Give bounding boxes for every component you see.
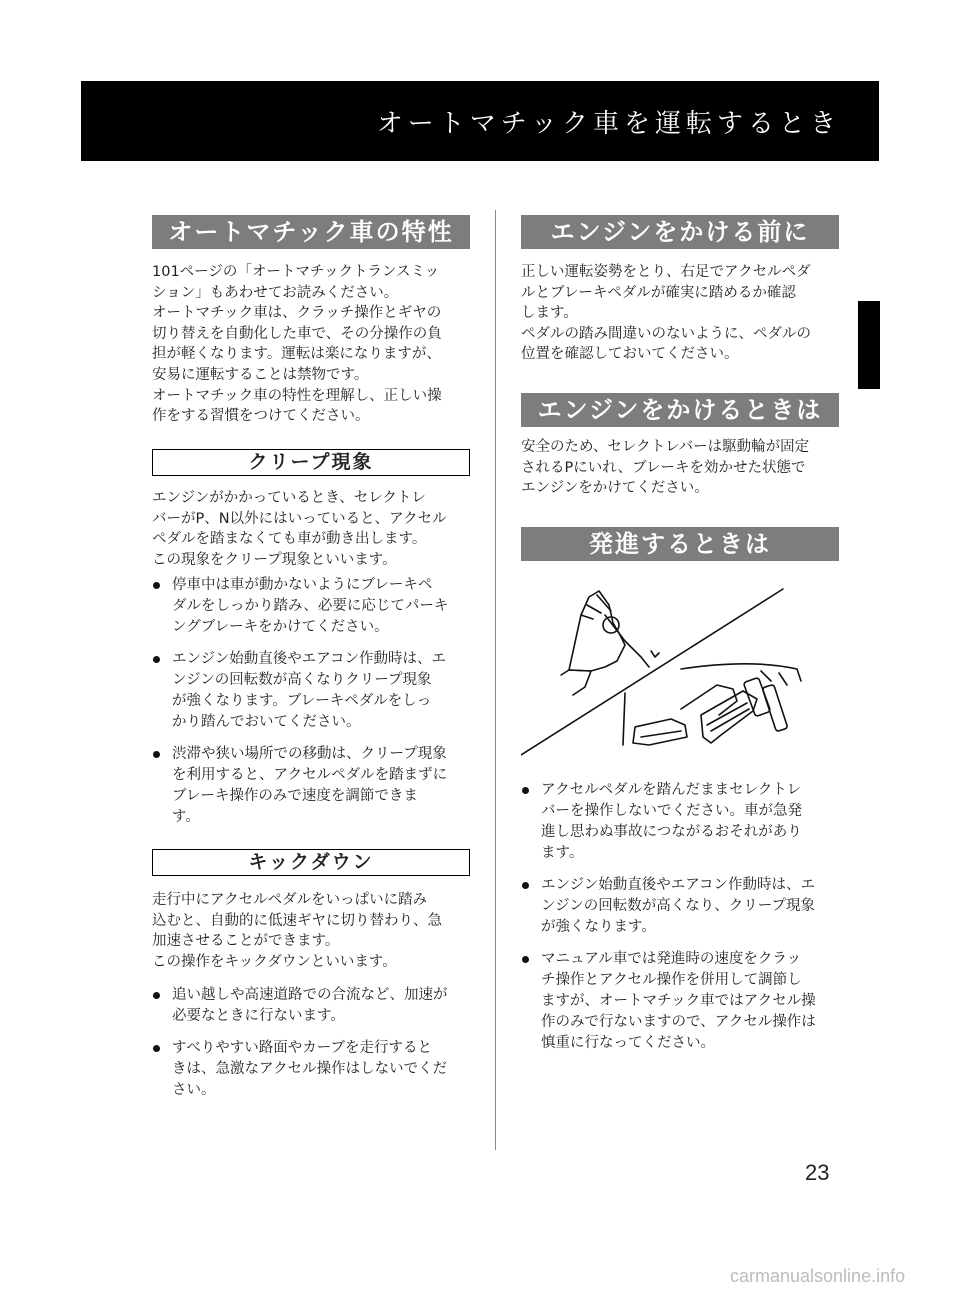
moving-off-bullets [521,780,839,1065]
list-item: アクセルペダルを踏んだままセレクトレ バーを操作しないでください。車が急発 進し思わぬ事故につながるおそれがあり ます。 [521,780,839,864]
bullet-dot-icon [153,751,160,758]
column-divider [495,210,496,1150]
lever-knob [603,617,619,633]
creep-text: エンジンがかかっているとき、セレクトレ バーがP、N以外にはいっていると、アクセル ペダルを踏まなくても車が動き出します。 この現象をクリープ現象といいます。 [152,490,447,568]
list-item: エンジン始動直後やエアコン作動時は、エ ンジンの回転数が高くなりクリープ現象 が強くなります。ブレーキペダルをしっ かり踏んでおいてください。 [152,649,470,733]
chapter-tab [858,301,880,389]
bullet-dot-icon [522,956,529,963]
accelerator-pedal [762,684,788,731]
bullet-dot-icon [522,882,529,889]
bullet-dot-icon [153,656,160,663]
when-starting-engine-text: 安全のため、セレクトレバーは駆動輪が固定 されるPにいれ、ブレーキを効かせた状態で エンジンをかけてください。 [521,439,810,497]
page-header-title: オートマチック車を運転するとき [376,109,841,139]
page-number: 23 [805,1160,830,1185]
creep-bullets [152,575,470,839]
section-title-when-starting-engine: エンジンをかけるときは [521,393,839,427]
list-item: 渋滞や狭い場所での移動は、クリープ現象 を利用すると、アクセルペダルを踏まずに ブレーキ操作のみで速度を調節できま す。 [152,744,470,828]
leg-left-edge [623,693,625,745]
selector-lever [605,615,649,667]
at-characteristics-text: 101ページの「オートマチックトランスミッ ション」もあわせてお読みください。 オートマチック車は、クラッチ操作とギヤの 切り替えを自動化した車で、その分操作の負 担が軽くなります。運転は楽になりますが、 安易に運転することは禁物です。 オートマチック車の特性を理解し、正しい操 作をする習慣をつけてください。 [152,264,442,425]
sleeve-cuff [561,670,591,695]
pedal-and-lever-illustration [521,575,839,775]
list-item: マニュアル車では発進時の速度をクラッ チ操作とアクセル操作を併用して調節し ますが、オートマチック車ではアクセル操 作のみで行ないますので、アクセル操作は 慎重に行なってください。 [521,949,839,1054]
section-title-at-characteristics: オートマチック車の特性 [152,215,470,249]
bullet-dot-icon [153,1045,160,1052]
page-header-banner [81,81,879,161]
resting-shoe-sole [641,731,681,737]
section-title-creep: クリープ現象 [152,449,470,476]
list-item: 停車中は車が動かないようにブレーキペ ダルをしっかり踏み、必要に応じてパーキ ングブレーキをかけてください。 [152,575,470,638]
list-item: エンジン始動直後やエアコン作動時は、エ ンジンの回転数が高くなり、クリープ現象 が強くなります。 [521,875,839,938]
list-item: 追い越しや高速道路での合流など、加速が 必要なときに行ないます。 [152,985,470,1027]
illustration-divider-line [521,589,783,755]
hand-fingers [581,595,611,619]
pedal-arms [761,671,787,685]
before-start-text: 正しい運転姿勢をとり、右足でアクセルペダ ルとブレーキペダルが確実に踏めるか確認 します。 ペダルの踏み間違いのないように、ペダルの 位置を確認しておいてください。 [521,264,811,363]
bullet-dot-icon [153,992,160,999]
bullet-dot-icon [153,582,160,589]
kickdown-bullets [152,985,470,1112]
list-item: すべりやすい路面やカーブを走行すると きは、急激なアクセル操作はしないでくだ さい。 [152,1038,470,1101]
watermark: carmanualsonline.info [730,1266,906,1286]
lever-detail [651,651,659,657]
section-title-kickdown: キックダウン [152,849,470,876]
section-title-moving-off: 発進するときは [521,527,839,561]
kickdown-text: 走行中にアクセルペダルをいっぱいに踏み 込むと、自動的に低速ギヤに切り替わり、急 加速させることができます。 この操作をキックダウンといいます。 [152,892,442,970]
bullet-dot-icon [522,787,529,794]
section-title-before-start: エンジンをかける前に [521,215,839,249]
